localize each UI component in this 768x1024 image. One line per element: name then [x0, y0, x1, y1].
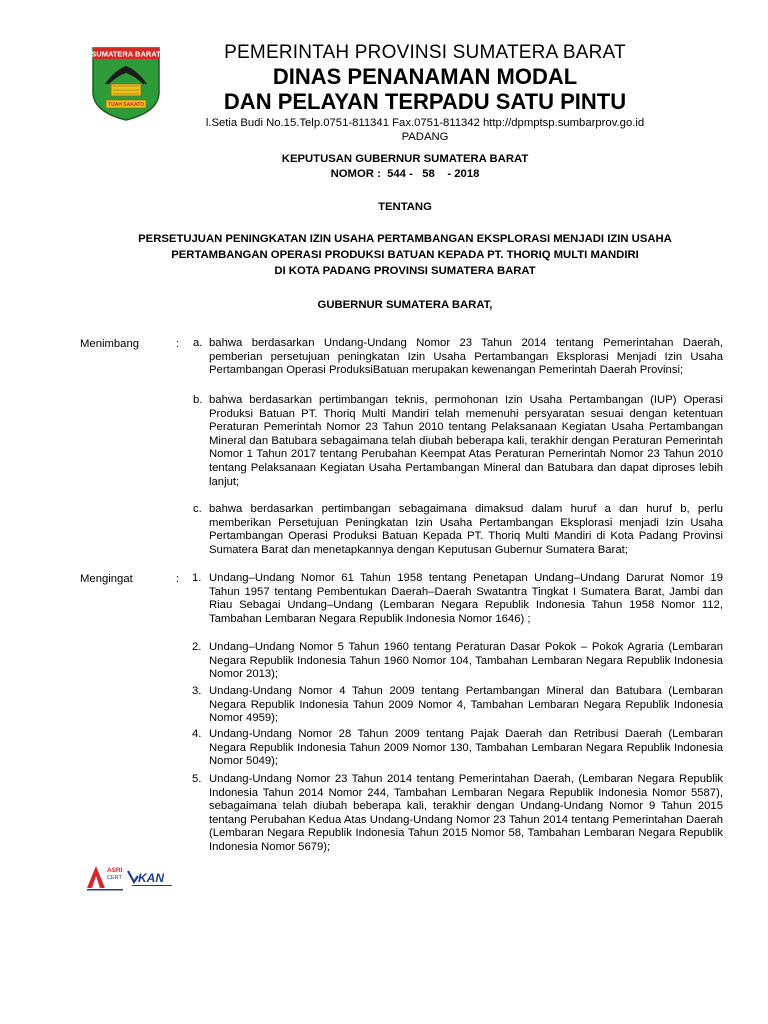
- list-item-text: Undang-Undang Nomor 23 Tahun 2014 tentang Pemerintahan Daerah, (Lembaran Negara Republik Indonesia Tahun 2014 Nomor 244, Tambahan Lembaran Negara Republik Indonesia Nomor 5587), sebagaimana telah diubah beberapa kali, terakhir dengan Undang-Undang Nomor 9 Tahun 2015 tentang Perubahan Kedua Atas Undang-Undang Nomor 23 Tahun 2014 tentang Pemerintahan Daerah (Lembaran Negara Republik Indonesia Tahun 2015 Nomor 58, Tambahan Lembaran Negara Republik Indonesia Nomor 5679);: [209, 773, 723, 853]
- mengingat-item-4: [193, 728, 723, 769]
- menimbang-item-b: [193, 394, 723, 489]
- letterhead: [170, 42, 680, 144]
- list-marker: 2.: [192, 641, 202, 653]
- mengingat-label: Mengingat: [80, 573, 133, 585]
- list-item-text: bahwa berdasarkan pertimbangan teknis, permohonan Izin Usaha Pertambangan (IUP) Operasi Produksi Batuan PT. Thoriq Multi Mandiri telah memenuhi persyaratan sesuai dengan ketentuan Peraturan Pemerintah Nomor 23 Tahun 2010 tentang Pelaksanaan Kegiatan Usaha Pertambangan Mineral dan Batubara sebagaimana telah diubah beberapa kali, terakhir dengan Peraturan Pemerintah Nomor 1 Tahun 2017 tentang Perubahan Keempat Atas Peraturan Pemerintah Nomor 23 Tahun 2010 tentang Pelaksanaan Kegiatan Usaha Pertambangan Mineral dan Batubara dan dapat diproses lebih lanjut;: [209, 394, 723, 488]
- mengingat-item-3: [193, 685, 723, 726]
- menimbang-item-a: [193, 337, 723, 378]
- list-item-text: bahwa berdasarkan Undang-Undang Nomor 23 Tahun 2014 tentang Pemerintahan Daerah, pemberian persetujuan peningkatan Izin Usaha Pertambangan Eksplorasi Menjadi Izin Usaha Pertambangan Operasi ProduksiBatuan merupakan kewenangan Pemerintah Daerah Provinsi;: [209, 337, 723, 377]
- list-marker: b.: [193, 394, 203, 406]
- list-marker: c.: [193, 503, 202, 515]
- kan-text: KAN: [138, 871, 164, 885]
- list-marker: 1.: [192, 572, 202, 584]
- decree-issuer: GUBERNUR SUMATERA BARAT,: [317, 299, 493, 311]
- logo-motto-text: TUAH SAKATO: [108, 102, 144, 109]
- decree-title: KEPUTUSAN GUBERNUR SUMATERA BARAT: [281, 153, 529, 165]
- decree-number: NOMOR : 544 - 58 - 2018: [330, 168, 480, 180]
- logo-banner-text: SUMATERA BARAT: [91, 49, 161, 59]
- menimbang-label: Menimbang: [80, 338, 140, 350]
- cert-text: CERT: [107, 875, 122, 881]
- menimbang-colon: :: [176, 338, 180, 350]
- mengingat-item-1: [193, 572, 723, 626]
- menimbang-item-c: [193, 503, 723, 557]
- list-item-text: Undang-Undang Nomor 28 Tahun 2009 tentang Pajak Daerah dan Retribusi Daerah (Lembaran Negara Republik Indonesia Tahun 2009 Nomor 130, Tambahan Lembaran Negara Republik Indonesia Nomor 5049);: [209, 728, 723, 768]
- decree-about-label: TENTANG: [378, 201, 432, 213]
- letterhead-address: l.Setia Budi No.15.Telp.0751-811341 Fax.0751-811342 http://dpmptsp.sumbarprov.go.id: [205, 117, 645, 129]
- list-marker: 3.: [192, 685, 202, 697]
- mengingat-colon: :: [176, 573, 180, 585]
- certification-logos-icon: [84, 862, 182, 892]
- letterhead-line-2: DINAS PENANAMAN MODAL: [272, 64, 578, 89]
- list-item-text: Undang-Undang Nomor 4 Tahun 2009 tentang Pertambangan Mineral dan Batubara (Lembaran Negara Republik Indonesia Tahun 2009 Nomor 4, Tambahan Lembaran Negara Republik Indonesia Nomor 4959);: [209, 685, 723, 725]
- list-item-text: Undang–Undang Nomor 5 Tahun 1960 tentang Peraturan Dasar Pokok – Pokok Agraria (Lembaran Negara Republik Indonesia Tahun 1960 Nomor 104, Tambahan Lembaran Negara Republik Indonesia Nomor 2013);: [209, 641, 723, 681]
- list-item-text: Undang–Undang Nomor 61 Tahun 1958 tentang Penetapan Undang–Undang Darurat Nomor 19 Tahun 1957 tentang Pembentukan Daerah–Daerah Swatantra Tingkat I Sumatera Barat, Jambi dan Riau Sebagai Undang–Undang (Lembaran Negara Republik Indonesia Tahun 1958 Nomor 112, Tambahan Lembaran Negara Republik Indonesia Nomor 1646) ;: [209, 572, 723, 625]
- asri-text: ASRI: [107, 867, 123, 874]
- list-marker: a.: [193, 337, 203, 349]
- decree-subject-line-3: DI KOTA PADANG PROVINSI SUMATERA BARAT: [274, 265, 536, 277]
- mengingat-item-5: [193, 773, 723, 855]
- list-item-text: bahwa berdasarkan pertimbangan sebagaimana dimaksud dalam huruf a dan huruf b, perlu memberikan Persetujuan Peningkatan Izin Usaha Pertambangan Eksplorasi menjadi Izin Usaha Pertambangan Operasi Produksi Batuan Kepada PT. Thoriq Multi Mandiri di Kota Padang Provinsi Sumatera Barat dan menetapkannya dengan Keputusan Gubernur Sumatera Barat;: [209, 503, 723, 556]
- letterhead-line-1: PEMERINTAH PROVINSI SUMATERA BARAT: [224, 42, 626, 63]
- list-marker: 5.: [192, 773, 202, 785]
- list-marker: 4.: [192, 728, 202, 740]
- decree-subject-line-2: PERTAMBANGAN OPERASI PRODUKSI BATUAN KEPADA PT. THORIQ MULTI MANDIRI: [171, 249, 639, 261]
- letterhead-city: PADANG: [401, 131, 449, 143]
- letterhead-line-3: DAN PELAYAN TERPADU SATU PINTU: [223, 89, 627, 114]
- decree-subject-line-1: PERSETUJUAN PENINGKATAN IZIN USAHA PERTAMBANGAN EKSPLORASI MENJADI IZIN USAHA: [138, 233, 672, 245]
- mengingat-item-2: [193, 641, 723, 682]
- sumatera-barat-emblem-icon: [87, 42, 165, 122]
